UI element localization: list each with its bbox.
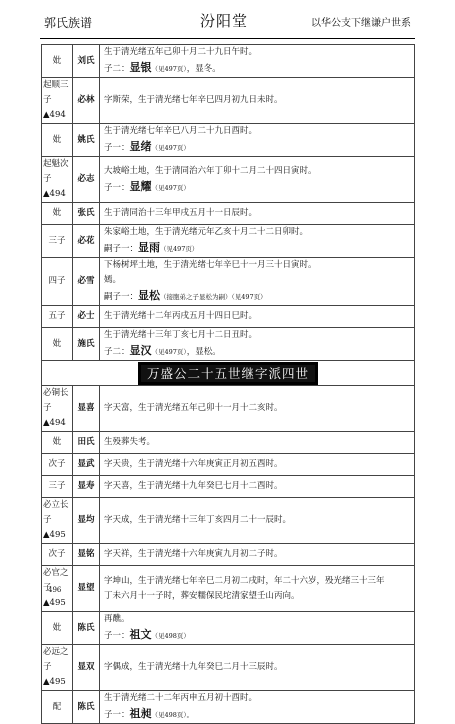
biography-cell — [100, 645, 415, 691]
person-name: 陈氏 — [73, 612, 100, 645]
child-prefix: 嗣子一： — [104, 244, 139, 254]
relation-label: 三子 — [48, 481, 66, 491]
section-banner-row — [42, 361, 415, 386]
child-name: 显绪 — [129, 140, 152, 153]
relation-label: 次子 — [48, 459, 66, 469]
biography-text: 字天富，生于清光绪五年己卯十一月十二亥时。 — [104, 403, 283, 413]
genealogy-table — [41, 44, 415, 724]
genealogy-row — [42, 612, 415, 645]
page-reference[interactable]: （见497页） — [160, 245, 199, 253]
genealogy-row — [42, 691, 415, 724]
genealogy-row — [42, 498, 415, 544]
genealogy-row — [42, 544, 415, 566]
biography-cell — [100, 306, 415, 328]
biography-cell — [100, 386, 415, 432]
relation-cell — [42, 45, 73, 78]
child-prefix: 子一： — [104, 182, 130, 193]
relation-label: 必立长子 ▲495 — [43, 500, 69, 540]
biography-text: 字偶成，生于清光绪十九年癸巳二月十三辰时。 — [104, 662, 283, 672]
genealogy-row — [42, 454, 415, 476]
relation-label: 妣 — [52, 437, 62, 447]
page-reference[interactable]: （见497页） — [151, 144, 190, 152]
biography-cell — [100, 258, 415, 306]
relation-label: 起魁次子 ▲494 — [43, 159, 69, 199]
relation-label: 三子 — [48, 235, 66, 246]
page-reference[interactable]: （见497页） — [151, 183, 190, 192]
relation-cell — [42, 157, 73, 203]
genealogy-row — [42, 124, 415, 157]
biography-cell — [100, 203, 415, 225]
child-prefix: 子一： — [104, 631, 130, 641]
biography-text: 生于清光绪二十二年丙申五月初十酉时。 — [104, 693, 258, 703]
person-name: 必士 — [73, 306, 100, 328]
biography-text: 生于清同治十三年甲戌五月十一日辰时。 — [104, 208, 258, 218]
relation-cell — [42, 691, 73, 724]
biography-text: 字坤山，生于清光绪七年辛巳二月初二戌时，年二十六岁，殁光绪三十三年 — [104, 575, 385, 586]
biography-line — [104, 457, 410, 472]
relation-label: 四子 — [48, 276, 66, 286]
biography-line — [104, 309, 410, 324]
person-name: 显喜 — [73, 386, 100, 432]
biography-line — [104, 273, 410, 288]
child-name: 祖文 — [129, 628, 152, 641]
relation-label: 起顺三子 ▲494 — [43, 80, 69, 120]
biography-line — [104, 258, 410, 273]
genealogy-row — [42, 566, 415, 612]
biography-text: 丁未六月十一子时，葬安糯保民坨清家望壬山丙向。 — [104, 590, 300, 601]
genealogy-row — [42, 45, 415, 78]
page-header — [0, 0, 455, 40]
biography-line — [104, 479, 410, 494]
biography-cell — [100, 432, 415, 454]
genealogy-row — [42, 476, 415, 498]
relation-label: 妣 — [52, 622, 62, 633]
genealogy-row — [42, 258, 415, 306]
biography-text: 下杨树坪土地，生于清光绪七年辛巳十一月三十日寅时。 — [104, 260, 317, 270]
genealogy-row — [42, 225, 415, 258]
biography-line — [104, 547, 410, 562]
biography-line — [104, 612, 410, 627]
biography-cell — [100, 78, 415, 124]
biography-text: 字斯荣，生于清光绪七年辛巳四月初九日未时。 — [104, 95, 283, 105]
relation-label: 五子 — [48, 311, 66, 321]
relation-cell — [42, 544, 73, 566]
relation-cell — [42, 225, 73, 258]
biography-line — [104, 691, 410, 706]
header-book-title: 郭氏族谱 — [44, 16, 93, 30]
biography-cell — [100, 498, 415, 544]
genealogy-row — [42, 432, 415, 454]
genealogy-row — [42, 78, 415, 124]
person-name: 施氏 — [73, 328, 100, 361]
biography-cell — [100, 566, 415, 612]
relation-cell — [42, 645, 73, 691]
person-name: 显武 — [73, 454, 100, 476]
biography-cell — [100, 328, 415, 361]
biography-line — [104, 240, 410, 257]
person-name: 显均 — [73, 498, 100, 544]
relation-cell — [42, 306, 73, 328]
person-name: 必花 — [73, 225, 100, 258]
biography-cell — [100, 612, 415, 645]
biography-text: 字天喜，生于清光绪十九年癸巳七月十二酉时。 — [104, 481, 283, 491]
relation-cell — [42, 476, 73, 498]
child-name: 显汉 — [129, 344, 152, 357]
child-prefix: 子二： — [104, 64, 130, 74]
biography-line — [104, 706, 410, 723]
person-name: 显寿 — [73, 476, 100, 498]
relation-label: 次子 — [48, 549, 66, 559]
relation-cell — [42, 386, 73, 432]
biography-line — [104, 401, 410, 416]
relation-cell — [42, 124, 73, 157]
page-reference[interactable]: （见498页）。 — [151, 711, 194, 719]
biography-cell — [100, 544, 415, 566]
child-prefix: 子一： — [104, 710, 130, 720]
biography-cell — [100, 691, 415, 724]
biography-cell — [100, 476, 415, 498]
person-name: 必林 — [73, 78, 100, 124]
biography-text: 生于清光绪十二年丙戌五月十四日巳时。 — [104, 311, 258, 321]
biography-text: 嫣。 — [104, 275, 122, 285]
relation-cell — [42, 612, 73, 645]
relation-cell — [42, 454, 73, 476]
biography-line — [104, 206, 410, 221]
person-name: 刘氏 — [73, 45, 100, 78]
biography-line — [104, 93, 410, 108]
header-branch: 以华公支下继谦户世系 — [311, 18, 411, 29]
biography-text: 生于清光绪五年己卯十月二十九日午时。 — [104, 47, 258, 57]
biography-text: 朱家峪土地，生于清光绪元年乙亥十月二十二日卯时。 — [104, 227, 309, 237]
genealogy-row — [42, 306, 415, 328]
section-title: 万盛公二十五世继字派四世 — [139, 363, 317, 384]
genealogy-row — [42, 203, 415, 225]
page-reference[interactable]: （见498页） — [151, 632, 190, 640]
biography-text: 大坡峪土地，生于清同治六年丁卯十二月二十四日寅时。 — [104, 165, 317, 176]
relation-label: 必远之子 ▲495 — [43, 647, 69, 687]
biography-line — [104, 124, 410, 139]
biography-cell — [100, 157, 415, 203]
person-name: 张氏 — [73, 203, 100, 225]
biography-cell — [100, 45, 415, 78]
genealogy-row — [42, 157, 415, 203]
biography-line — [104, 225, 410, 240]
biography-line — [104, 139, 410, 156]
person-name: 显双 — [73, 645, 100, 691]
child-suffix: ，显冬。 — [186, 64, 221, 74]
biography-text: 生于清光绪十三年丁亥七月十二日丑时。 — [104, 330, 258, 340]
page-reference[interactable]: （见497页） — [151, 348, 187, 356]
relation-cell — [42, 258, 73, 306]
page-number: 496 — [48, 586, 62, 594]
relation-label: 妣 — [52, 55, 62, 66]
biography-line — [104, 660, 410, 675]
relation-label: 妣 — [52, 208, 62, 218]
child-name: 显雨 — [138, 241, 161, 254]
biography-text: 字天成，生于清光绪十三年丁亥四月二十一辰时。 — [104, 515, 292, 525]
genealogy-row — [42, 386, 415, 432]
relation-cell — [42, 432, 73, 454]
person-name: 显铭 — [73, 544, 100, 566]
child-name: 显银 — [129, 61, 152, 74]
person-name: 田氏 — [73, 432, 100, 454]
biography-line — [104, 288, 410, 305]
page-reference[interactable]: （见497页） — [151, 65, 187, 73]
page-reference[interactable]: （接胞弟之子显松为嗣）（见497页） — [160, 293, 267, 301]
person-name: 姚氏 — [73, 124, 100, 157]
biography-cell — [100, 124, 415, 157]
biography-line — [104, 589, 410, 604]
biography-line — [104, 328, 410, 343]
biography-text: 字天祥，生于清光绪十六年庚寅九月初二子时。 — [104, 549, 283, 559]
relation-label: 妣 — [52, 338, 62, 349]
person-name: 必志 — [73, 157, 100, 203]
person-name: 必雪 — [73, 258, 100, 306]
biography-line — [104, 60, 410, 77]
relation-cell — [42, 78, 73, 124]
biography-text: 生殁葬失考。 — [104, 437, 156, 447]
child-suffix: ，显松。 — [186, 347, 221, 357]
biography-line — [104, 513, 410, 528]
header-rule — [40, 38, 415, 39]
header-hall-name: 汾阳堂 — [200, 12, 249, 30]
relation-label: 妣 — [52, 134, 62, 145]
biography-text: 字天贵，生于清光绪十六年庚寅正月初五酉时。 — [104, 459, 283, 469]
person-name: 显望 — [73, 566, 100, 612]
biography-line — [104, 164, 410, 179]
genealogy-row — [42, 645, 415, 691]
relation-label: 必铜长子 ▲494 — [43, 388, 69, 428]
person-name: 陈氏 — [73, 691, 100, 724]
biography-cell — [100, 225, 415, 258]
child-prefix: 子一： — [104, 143, 130, 153]
relation-cell — [42, 203, 73, 225]
relation-cell — [42, 328, 73, 361]
biography-line — [104, 574, 410, 589]
child-prefix: 嗣子一： — [104, 292, 139, 302]
biography-line — [104, 179, 410, 196]
child-name: 显耀 — [129, 179, 152, 193]
biography-text: 生于清光绪七年辛巳八月二十九日酉时。 — [104, 126, 258, 136]
relation-cell — [42, 498, 73, 544]
child-prefix: 子二： — [104, 347, 130, 357]
relation-label: 配 — [52, 701, 62, 712]
genealogy-row — [42, 328, 415, 361]
relation-label: 必官之子 ▲495 — [43, 568, 69, 608]
biography-line — [104, 435, 410, 450]
biography-line — [104, 343, 410, 360]
biography-text: 再醮。 — [104, 614, 130, 624]
child-name: 显松 — [138, 289, 161, 302]
biography-cell — [100, 454, 415, 476]
child-name: 祖昶 — [129, 707, 152, 720]
biography-line — [104, 627, 410, 644]
biography-line — [104, 45, 410, 60]
